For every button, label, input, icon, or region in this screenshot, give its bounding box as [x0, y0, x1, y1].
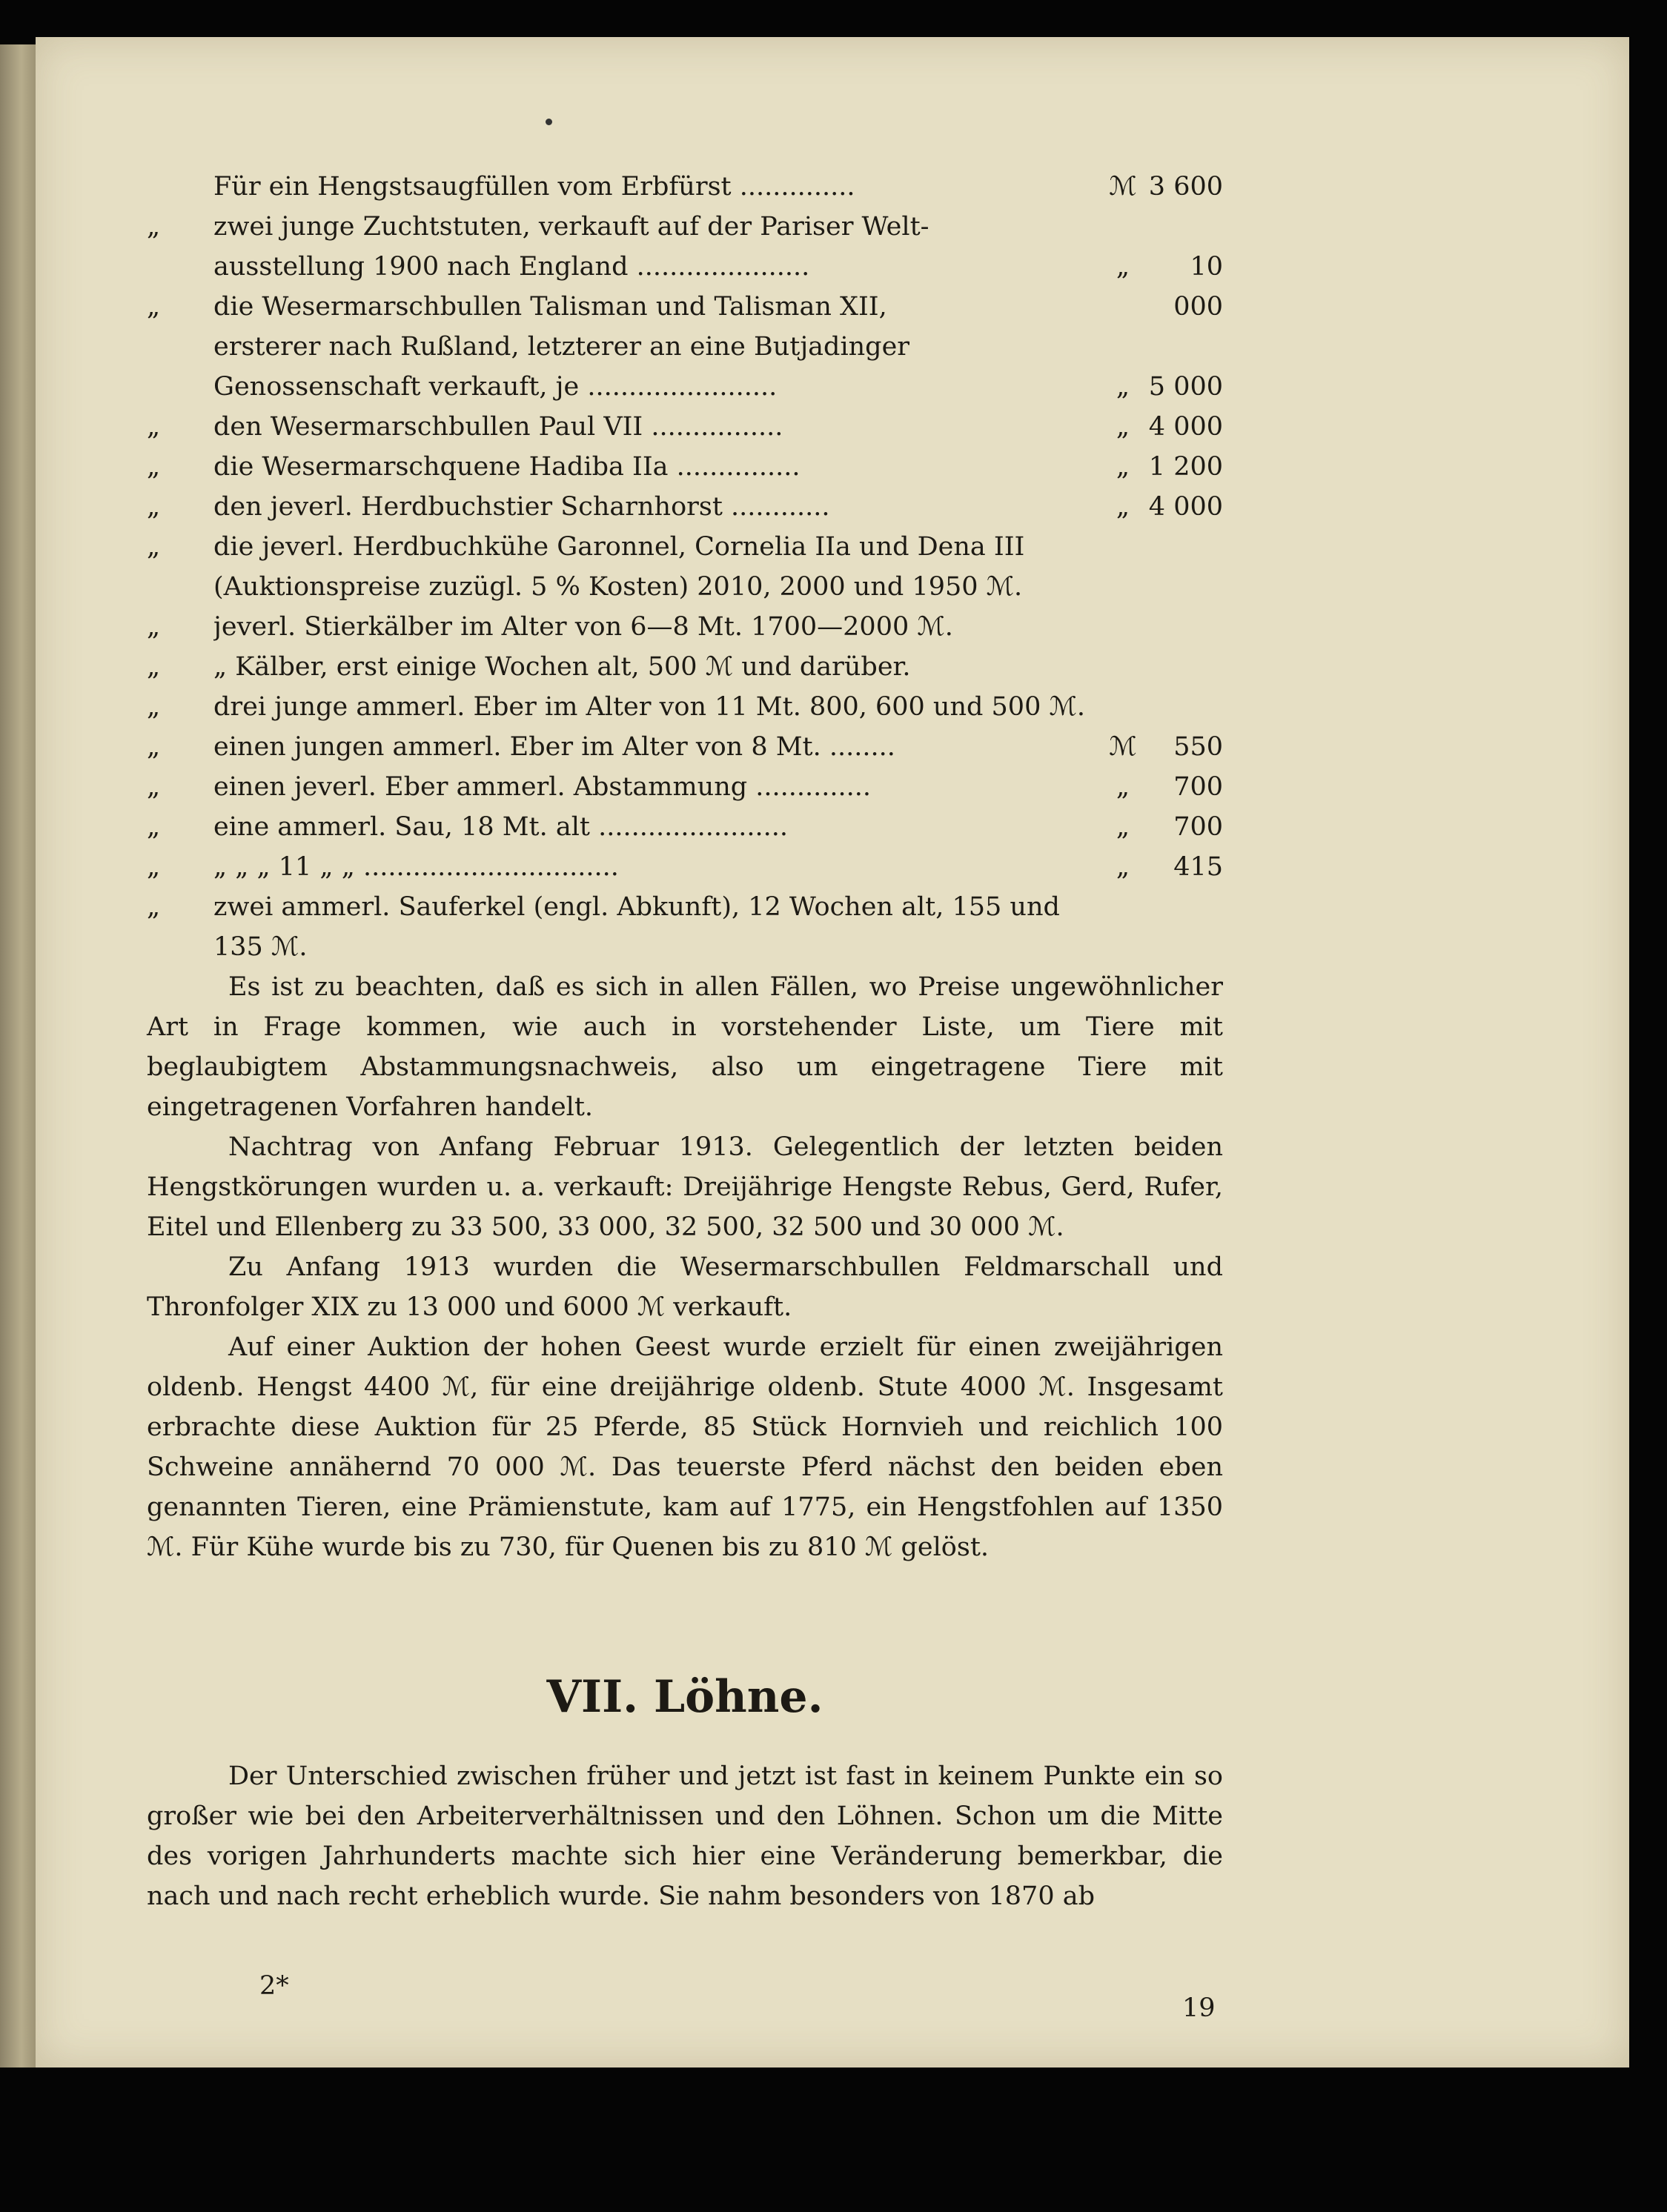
currency-mark: „: [1116, 772, 1130, 802]
page-number: 19: [1182, 1993, 1216, 2023]
ditto-mark: „: [147, 532, 161, 562]
paragraph-text: Zu Anfang 1913 wurden die Wesermarschbullen Feldmarschall und Thronfolger XIX zu 13 000 und 6000 ℳ verkauft.: [147, 1252, 1223, 1322]
paragraph-text: Der Unterschied zwischen früher und jetzt ist fast in keinem Punkte ein so großer wie bei den Arbeiterverhältnissen und den Löhnen. Schon um die Mitte des vorigen Jahrhunderts machte sich hier eine Veränderung bemerkbar, die nach und nach recht erheblich wurde. Sie nahm besonders von 1870 ab: [147, 1761, 1223, 1911]
list-item-text: einen jungen ammerl. Eber im Alter von 8 Mt. ........: [213, 732, 895, 762]
list-item-text: (Auktionspreise zuzügl. 5 % Kosten) 2010, 2000 und 1950 ℳ.: [213, 572, 1023, 602]
ditto-mark: „: [147, 892, 161, 922]
list-item-text: einen jeverl. Eber ammerl. Abstammung ..............: [213, 772, 872, 802]
paragraph-text: Auf einer Auktion der hohen Geest wurde erzielt für einen zweijährigen oldenb. Hengst 4400 ℳ, für eine dreijährige oldenb. Stute 4000 ℳ. Insgesamt erbrachte diese Auktion für 25 Pferde, 85 Stück Hornvieh und reichlich 100 Schweine annähernd 70 000 ℳ. Das teuerste Pferd nächst den beiden eben genannten Tieren, eine Prämienstute, kam auf 1775, ein Hengstfohlen auf 1350 ℳ. Für Kühe wurde bis zu 730, für Quenen bis zu 810 ℳ gelöst.: [147, 1332, 1223, 1562]
currency-mark: „: [1116, 412, 1130, 442]
list-item: [147, 887, 1223, 927]
list-item-text: „ „ „ 11 „ „ ...............................: [213, 852, 619, 882]
ditto-mark: „: [147, 452, 161, 482]
ditto-mark: „: [147, 652, 161, 682]
list-item-text: Für ein Hengstsaugfüllen vom Erbfürst ..............: [213, 172, 855, 202]
list-item-text: den Wesermarschbullen Paul VII ................: [213, 412, 783, 442]
ditto-mark: „: [147, 612, 161, 642]
list-item: [147, 447, 1223, 487]
list-item-text: die Wesermarschquene Hadiba IIa ...............: [213, 452, 801, 482]
currency-mark: „: [1116, 372, 1130, 402]
amount: 700: [1173, 812, 1223, 842]
list-item-text: ausstellung 1900 nach England .....................: [213, 252, 810, 282]
ditto-mark: „: [147, 412, 161, 442]
ditto-mark: „: [147, 692, 161, 722]
list-item-text: den jeverl. Herdbuchstier Scharnhorst ............: [213, 492, 830, 522]
paragraph: [147, 1756, 1223, 1916]
amount: 700: [1173, 772, 1223, 802]
list-item: [147, 647, 1223, 687]
list-item: [147, 807, 1223, 847]
amount: 4 000: [1148, 492, 1223, 522]
ditto-mark: „: [147, 492, 161, 522]
list-item: [147, 487, 1223, 527]
paragraph: [147, 1247, 1223, 1327]
currency-mark: „: [1116, 452, 1130, 482]
paragraph: [147, 1127, 1223, 1247]
book-spine: [0, 44, 36, 2067]
currency-mark: „: [1116, 492, 1130, 522]
list-item-text: zwei junge Zuchtstuten, verkauft auf der Pariser Welt-: [213, 212, 929, 242]
amount: 1 200: [1148, 452, 1223, 482]
list-item: [147, 327, 1223, 367]
price-list: [147, 167, 1223, 967]
ink-dot: [546, 119, 552, 125]
amount: 5 000: [1148, 372, 1223, 402]
list-item: [147, 927, 1223, 967]
list-item: [147, 407, 1223, 447]
list-item: [147, 567, 1223, 607]
paragraph-text: Es ist zu beachten, daß es sich in allen Fällen, wo Preise ungewöhnlicher Art in Frage kommen, wie auch in vorstehender Liste, um Tiere mit beglaubigtem Abstammungsnachweis, also um eingetragene Tiere mit eingetragenen Vorfahren handelt.: [147, 972, 1223, 1122]
list-item: [147, 687, 1223, 727]
amount: 4 000: [1148, 412, 1223, 442]
list-item: [147, 207, 1223, 247]
currency-mark: „: [1116, 252, 1130, 282]
ditto-mark: „: [147, 812, 161, 842]
list-item: [147, 847, 1223, 887]
currency-mark: ℳ: [1109, 172, 1137, 202]
ditto-mark: „: [147, 772, 161, 802]
list-item-text: 135 ℳ.: [213, 932, 308, 962]
list-item: [147, 367, 1223, 407]
page-content: [147, 167, 1223, 1916]
list-item-text: zwei ammerl. Sauferkel (engl. Abkunft), 12 Wochen alt, 155 und: [213, 892, 1060, 922]
ditto-mark: „: [147, 212, 161, 242]
currency-mark: ℳ: [1109, 732, 1137, 762]
list-item-text: ersterer nach Rußland, letzterer an eine Butjadinger: [213, 332, 910, 362]
list-item: [147, 287, 1223, 327]
list-item: [147, 167, 1223, 207]
list-item-text: eine ammerl. Sau, 18 Mt. alt .......................: [213, 812, 789, 842]
list-item: [147, 607, 1223, 647]
paragraph: [147, 1327, 1223, 1567]
currency-mark: „: [1116, 812, 1130, 842]
list-item: [147, 527, 1223, 567]
ditto-mark: „: [147, 292, 161, 322]
ditto-mark: „: [147, 732, 161, 762]
amount: 3 600: [1148, 172, 1223, 202]
currency-mark: „: [1116, 852, 1130, 882]
paragraph: [147, 967, 1223, 1127]
list-item-text: „ Kälber, erst einige Wochen alt, 500 ℳ und darüber.: [213, 652, 911, 682]
list-item-text: Genossenschaft verkauft, je .......................: [213, 372, 778, 402]
amount: 10 000: [1173, 252, 1223, 322]
list-item-text: die jeverl. Herdbuchkühe Garonnel, Cornelia IIa und Dena III: [213, 532, 1025, 562]
paragraph-text: Nachtrag von Anfang Februar 1913. Gelegentlich der letzten beiden Hengstkörungen wurden u. a. verkauft: Dreijährige Hengste Rebus, Gerd, Rufer, Eitel und Ellenberg zu 33 500, 33 000, 32 500, 32 500 und 30 000 ℳ.: [147, 1132, 1223, 1242]
signature-mark: 2*: [259, 1971, 289, 2001]
amount: 415: [1173, 852, 1223, 882]
section-heading: VII. Löhne.: [546, 1671, 823, 1723]
list-item-text: die Wesermarschbullen Talisman und Talisman XII,: [213, 292, 887, 322]
list-item-text: jeverl. Stierkälber im Alter von 6—8 Mt. 1700—2000 ℳ.: [213, 612, 953, 642]
list-item: [147, 727, 1223, 767]
ditto-mark: „: [147, 852, 161, 882]
amount: 550: [1173, 732, 1223, 762]
list-item-text: drei junge ammerl. Eber im Alter von 11 Mt. 800, 600 und 500 ℳ.: [213, 692, 1086, 722]
list-item: [147, 767, 1223, 807]
